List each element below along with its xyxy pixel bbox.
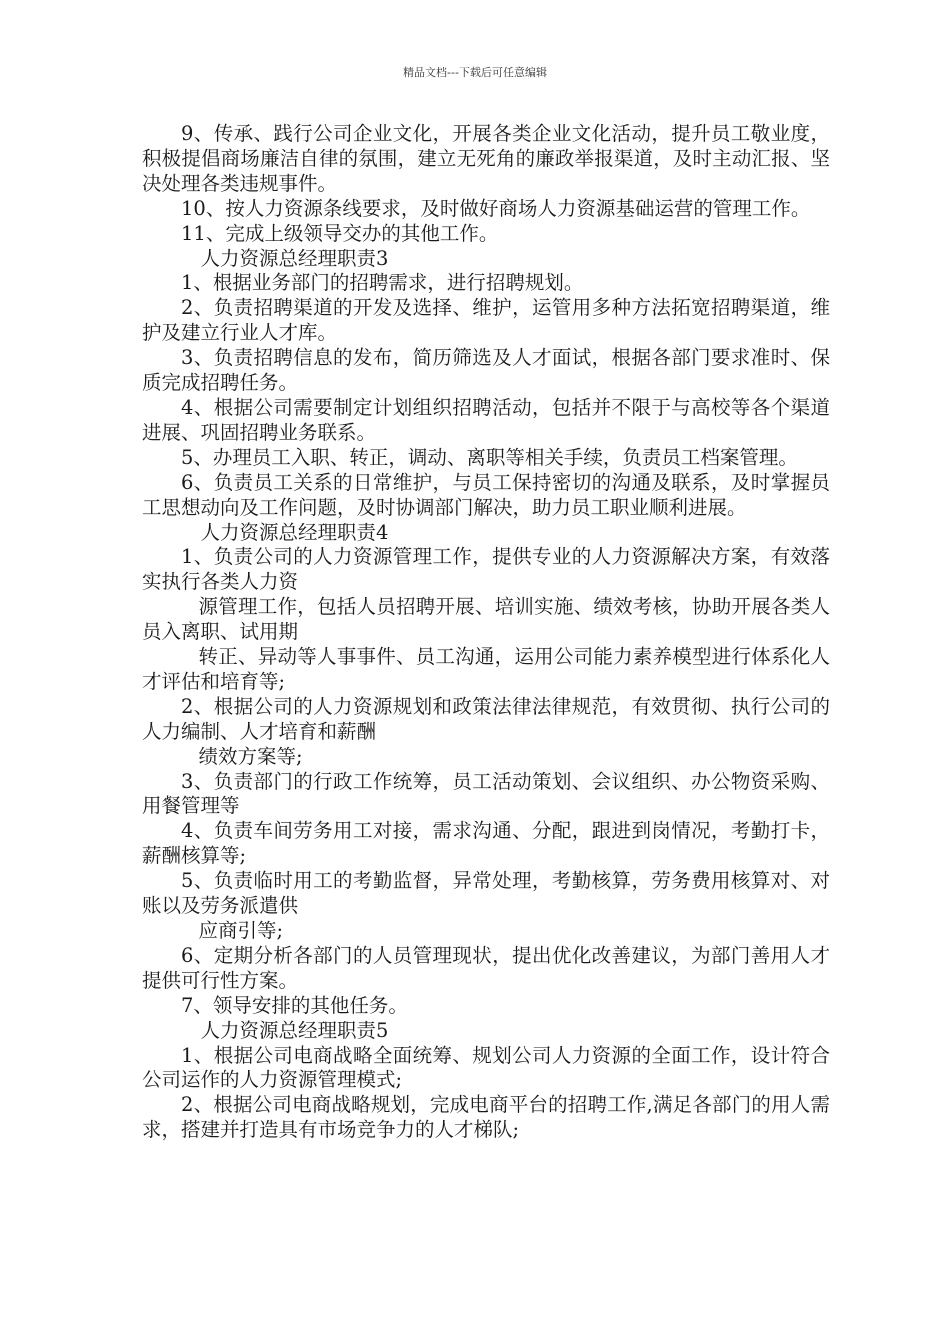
paragraph: 2、负责招聘渠道的开发及选择、维护，运管用多种方法拓宽招聘渠道，维护及建立行业人才库。 [142, 296, 830, 345]
paragraph: 转正、异动等人事事件、员工沟通，运用公司能力素养模型进行体系化人才评估和培育等; [142, 645, 830, 693]
paragraph: 4、根据公司需要制定计划组织招聘活动，包括并不限于与高校等各个渠道进展、巩固招聘业务联系。 [142, 395, 830, 444]
paragraph: 源管理工作，包括人员招聘开展、培训实施、绩效考核，协助开展各类人员入离职、试用期 [142, 595, 830, 644]
paragraph: 10、按人力资源条线要求，及时做好商场人力资源基础运营的管理工作。 [181, 196, 811, 220]
paragraph: 1、根据业务部门的招聘需求，进行招聘规划。 [181, 271, 584, 295]
paragraph: 2、根据公司电商战略规划，完成电商平台的招聘工作,满足各部门的用人需求，搭建并打造具有市场竞争力的人才梯队; [142, 1093, 830, 1142]
paragraph: 绩效方案等; [198, 744, 303, 768]
section-heading: 人力资源总经理职责3 [200, 246, 389, 270]
paragraph: 5、办理员工入职、转正，调动、离职等相关手续，负责员工档案管理。 [181, 445, 798, 469]
paragraph: 1、根据公司电商战略全面统筹、规划公司人力资源的全面工作，设计符合公司运作的人力资源管理模式; [142, 1043, 830, 1092]
section-heading: 人力资源总经理职责4 [200, 520, 389, 544]
paragraph: 9、传承、践行公司企业文化，开展各类企业文化活动，提升员工敬业度，积极提倡商场廉洁自律的氛围，建立无死角的廉政举报渠道，及时主动汇报、坚决处理各类违规事件。 [142, 122, 830, 195]
document-body [142, 122, 830, 1143]
paragraph: 4、负责车间劳务用工对接，需求沟通、分配，跟进到岗情况，考勤打卡，薪酬核算等; [142, 819, 830, 868]
paragraph: 11、完成上级领导交办的其他工作。 [181, 221, 499, 245]
paragraph: 3、负责招聘信息的发布，简历筛选及人才面试，根据各部门要求准时、保质完成招聘任务。 [142, 346, 830, 395]
paragraph: 1、负责公司的人力资源管理工作，提供专业的人力资源解决方案，有效落实执行各类人力资 [142, 545, 830, 594]
paragraph: 6、定期分析各部门的人员管理现状，提出优化改善建议，为部门善用人才提供可行性方案。 [142, 943, 830, 992]
paragraph: 应商引等; [198, 919, 284, 942]
paragraph: 2、根据公司的人力资源规划和政策法律法律规范，有效贯彻、执行公司的人力编制、人才培育和薪酬 [142, 694, 830, 743]
page-header: 精品文档---下载后可任意编辑 [403, 66, 547, 79]
section-heading: 人力资源总经理职责5 [200, 1018, 389, 1042]
paragraph: 7、领导安排的其他任务。 [181, 993, 408, 1017]
paragraph: 5、负责临时用工的考勤监督，异常处理，考勤核算，劳务费用核算对、对账以及劳务派遣供 [142, 869, 830, 918]
paragraph: 6、负责员工关系的日常维护，与员工保持密切的沟通及联系，及时掌握员工思想动向及工作问题，及时协调部门解决，助力员工职业顺利进展。 [142, 470, 830, 519]
paragraph: 3、负责部门的行政工作统筹，员工活动策划、会议组织、办公物资采购、用餐管理等 [142, 769, 830, 818]
